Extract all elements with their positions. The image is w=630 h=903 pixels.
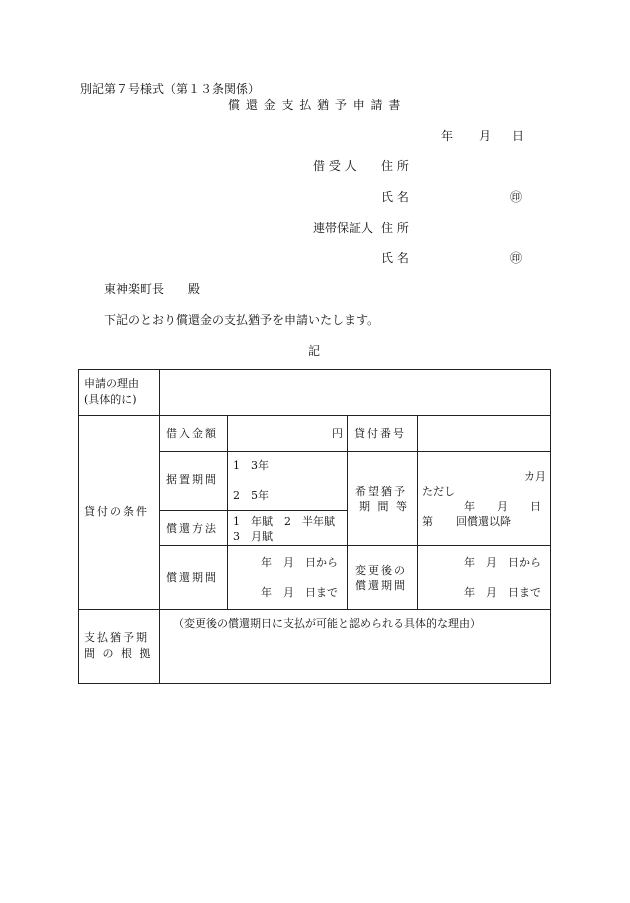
kai-label: 回償還以降 [456,515,511,528]
months-unit: カ月 [524,470,546,483]
addressee: 東神楽町長 殿 [104,282,201,296]
ymd-label: 年 月 日 [464,500,541,513]
borrower-label: 借 受 人 [313,159,357,173]
basis-label-sub: 間 の 根 拠 [84,647,153,660]
guarantor-label: 連帯保証人 [313,221,374,235]
ki-label: 記 [308,344,321,358]
desired-label: 希望猶予 [355,485,407,498]
reason-label-sub: (具体的に) [84,393,137,406]
application-table [78,369,551,684]
method-line-2: 3 月賦 [233,530,273,543]
changed-label: 変更後の [355,564,407,577]
guarantor-address-label: 住 所 [381,221,409,235]
changed-to: 年 月 日まで [464,586,541,599]
tadashi-label: ただし [422,485,455,498]
basis-note: （変更後の償還期日に支払が可能と認められる具体的な理由） [173,617,481,630]
guarantor-seal-icon: ㊞ [510,251,523,265]
yen-unit: 円 [332,427,343,440]
period-from: 年 月 日から [261,556,338,569]
dai-label: 第 [422,515,433,528]
borrower-seal-icon: ㊞ [510,190,523,204]
repayment-period-label: 償還期間 [166,571,218,584]
date-year: 年 [441,129,454,143]
reason-label: 申請の理由 [84,377,139,390]
conditions-label: 貸付の条件 [84,505,149,518]
grace-option-1: 1 3年 [233,459,269,472]
basis-label: 支払猶予期 [84,631,149,644]
method-line-1: 1 年賦 2 半年賦 [233,515,335,528]
form-label: 別記第７号様式（第１３条関係） [80,82,261,96]
period-to: 年 月 日まで [261,586,338,599]
loan-number-label: 貸付番号 [354,427,406,440]
loan-amount-label: 借入金額 [166,427,218,440]
grace-period-label: 据置期間 [166,473,218,486]
guarantor-name-label: 氏 名 [381,251,409,265]
grace-option-2: 2 5年 [233,489,269,502]
borrower-address-label: 住 所 [381,159,409,173]
changed-label-sub: 償還期間 [355,579,407,592]
intro-text: 下記のとおり償還金の支払猶予を申請いたします。 [104,313,380,327]
date-month: 月 [479,129,492,143]
date-day: 日 [512,129,525,143]
changed-from: 年 月 日から [464,556,541,569]
desired-label-sub: 期 間 等 [359,500,409,513]
borrower-name-label: 氏 名 [381,190,409,204]
repayment-method-label: 償還方法 [166,522,218,535]
document-title: 償 還 金 支 払 猶 予 申 請 書 [228,98,402,112]
